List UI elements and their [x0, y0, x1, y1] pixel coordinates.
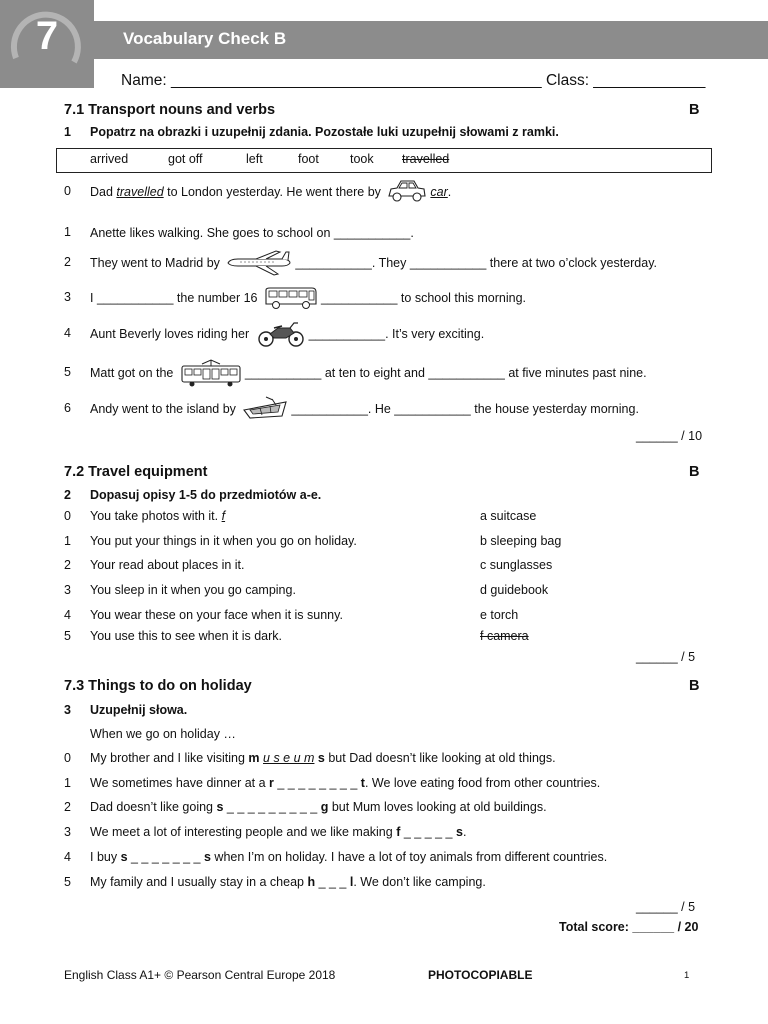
item-text: My family and I usually stay in a cheap [90, 875, 308, 889]
exercise-1-item-5 [64, 358, 647, 388]
example-answer: travelled [116, 185, 164, 199]
plane-icon [226, 249, 292, 277]
first-letter: s [120, 850, 128, 864]
letter-gaps: _ _ _ _ _ _ _ _ _ [223, 800, 321, 814]
item-number: 3 [64, 290, 71, 305]
last-letter: s [203, 850, 211, 864]
version-label: B [689, 678, 700, 694]
item-text: I ___________ the number 16 [90, 291, 258, 305]
letter-gaps: _ _ _ _ _ _ _ [127, 850, 204, 864]
letter-gaps: _ _ _ [315, 875, 350, 889]
exercise-2-item-0 [64, 509, 225, 523]
word-box-item: arrived [90, 152, 129, 166]
unit-number: 7 [35, 14, 59, 58]
exercise-2-instruction [64, 488, 321, 502]
letter-gaps: _ _ _ _ _ [400, 825, 456, 839]
bus-icon [264, 286, 318, 310]
total-score-label: Total score: [559, 920, 633, 934]
item-text: ___________. It’s very exciting. [308, 327, 485, 341]
option-f-used: f camera [480, 629, 529, 643]
item-text: . [447, 185, 452, 199]
instruction-text: Dopasuj opisy 1-5 do przedmiotów a-e. [90, 488, 322, 502]
item-text: You use this to see when it is dark. [90, 629, 283, 643]
item-text: You put your things in it when you go on holiday. [90, 534, 357, 548]
exercise-3-item-3 [64, 825, 466, 839]
section-heading-travel-equipment: 7.2 Travel equipment [64, 464, 208, 480]
item-text: We sometimes have dinner at a [90, 776, 270, 790]
item-number: 2 [64, 800, 71, 814]
first-letter: s [216, 800, 224, 814]
example-picture-answer: car [430, 185, 448, 199]
instruction-text: Uzupełnij słowa. [90, 703, 188, 717]
exercise-3-item-5 [64, 875, 486, 889]
section-heading-things-to-do: 7.3 Things to do on holiday [64, 678, 252, 694]
first-letter: f [396, 825, 401, 839]
word-box-item: foot [298, 152, 319, 166]
exercise-3-instruction [64, 703, 187, 717]
score-section-1: ______ / 10 [636, 429, 703, 443]
item-text: Matt got on the [90, 366, 174, 380]
item-number: 1 [64, 225, 71, 239]
item-text: but Mum loves looking at old buildings. [328, 800, 547, 814]
exercise-1-item-0 [64, 178, 451, 206]
option-e: e torch [480, 608, 519, 622]
exercise-2-item-4 [64, 608, 343, 622]
option-c: c sunglasses [480, 558, 553, 572]
page-number: 1 [684, 970, 690, 981]
exercise-2-item-5 [64, 629, 282, 643]
word-box-item: took [350, 152, 374, 166]
last-letter: t [360, 776, 365, 790]
item-text: but Dad doesn’t like looking at old things. [324, 751, 556, 765]
exercise-1-item-6 [64, 396, 639, 422]
item-text: My brother and I like visiting [90, 751, 249, 765]
exercise-1-item-1 [64, 225, 414, 240]
item-text: I buy [90, 850, 121, 864]
exercise-3-item-2 [64, 800, 547, 814]
exercise-3-item-4 [64, 850, 607, 864]
exercise-3-item-0 [64, 751, 556, 765]
exercise-3-lead: When we go on holiday … [90, 727, 236, 741]
version-label: B [689, 464, 700, 480]
item-text: Your read about places in it. [90, 558, 245, 572]
item-number: 2 [64, 255, 71, 270]
exercise-number: 3 [64, 703, 71, 717]
first-letter: h [307, 875, 316, 889]
item-text: ___________. He ___________ the house yesterday morning. [291, 402, 639, 416]
item-number: 2 [64, 558, 71, 572]
last-letter: l [349, 875, 354, 889]
item-number: 4 [64, 850, 71, 864]
item-text: They went to Madrid by [90, 256, 220, 270]
last-letter: s [455, 825, 463, 839]
section-heading-transport: 7.1 Transport nouns and verbs [64, 102, 276, 118]
score-section-3: ______ / 5 [636, 900, 696, 914]
item-number: 4 [64, 608, 71, 622]
motorbike-icon [256, 320, 306, 348]
example-answer: f [221, 509, 226, 523]
score-section-2: ______ / 5 [636, 650, 696, 664]
example-answer: u s e u m [263, 751, 315, 765]
car-icon [387, 178, 427, 206]
item-number: 0 [64, 751, 71, 765]
exercise-2-item-3 [64, 583, 296, 597]
item-text: You sleep in it when you go camping. [90, 583, 296, 597]
item-number: 6 [64, 401, 71, 416]
item-text: to London yesterday. He went there by [163, 185, 381, 199]
total-score [559, 920, 698, 934]
exercise-2-item-1 [64, 534, 357, 548]
item-text: Dad doesn’t like going [90, 800, 217, 814]
first-letter: r [269, 776, 274, 790]
item-number: 3 [64, 583, 71, 597]
item-number: 1 [64, 776, 71, 790]
option-d: d guidebook [480, 583, 549, 597]
total-score-value: ______ / 20 [632, 920, 699, 934]
version-label: B [689, 102, 700, 118]
instruction-text: Popatrz na obrazki i uzupełnij zdania. Pozostałe luki uzupełnij słowami z ramki. [90, 125, 559, 139]
item-text: Anette likes walking. She goes to school on ___________. [90, 225, 414, 240]
word-box [56, 148, 712, 173]
item-number: 3 [64, 825, 71, 839]
item-number: 5 [64, 365, 71, 380]
item-text: Dad [90, 185, 117, 199]
item-number: 5 [64, 875, 71, 889]
item-text: ___________ to school this morning. [320, 291, 526, 305]
name-class-line: Name: ___________________________________________ Class: _____________ [121, 72, 706, 89]
exercise-1-item-3 [64, 286, 526, 310]
item-text: You wear these on your face when it is sunny. [90, 608, 343, 622]
item-number: 4 [64, 326, 71, 341]
item-text: . [462, 825, 467, 839]
exercise-number: 1 [64, 125, 71, 139]
exercise-1-instruction [64, 125, 559, 139]
item-text: ___________ at ten to eight and ___________ at five minutes past nine. [244, 366, 647, 380]
word-box-item: left [246, 152, 263, 166]
tram-icon [180, 358, 242, 388]
first-letter: m [248, 751, 260, 765]
item-number: 1 [64, 534, 71, 548]
item-number: 0 [64, 184, 71, 199]
exercise-3-item-1 [64, 776, 600, 790]
option-b: b sleeping bag [480, 534, 562, 548]
item-number: 5 [64, 629, 71, 643]
word-box-item-used: travelled [402, 152, 450, 166]
page-title: Vocabulary Check B [123, 29, 287, 48]
item-text: You take photos with it. [90, 509, 219, 523]
title-bar [94, 21, 768, 59]
boat-icon [242, 396, 288, 422]
exercise-2-item-2 [64, 558, 245, 572]
word-box-item: got off [168, 152, 203, 166]
option-a: a suitcase [480, 509, 537, 523]
footer-copyright: English Class A1+ © Pearson Central Europe 2018 [64, 968, 336, 982]
item-text: Aunt Beverly loves riding her [90, 327, 250, 341]
letter-gaps: _ _ _ _ _ _ _ _ [273, 776, 361, 790]
unit-badge [0, 0, 94, 88]
item-text: . We love eating food from other countries. [364, 776, 601, 790]
item-text: when I’m on holiday. I have a lot of toy animals from different countries. [210, 850, 608, 864]
exercise-number: 2 [64, 488, 71, 502]
exercise-1-item-2 [64, 249, 657, 277]
item-text: Andy went to the island by [90, 402, 236, 416]
item-number: 0 [64, 509, 71, 523]
exercise-1-item-4 [64, 320, 484, 348]
last-letter: s [317, 751, 325, 765]
item-text: ___________. They ___________ there at two o’clock yesterday. [295, 256, 658, 270]
last-letter: g [320, 800, 329, 814]
item-text: We meet a lot of interesting people and we like making [90, 825, 397, 839]
item-text: . We don’t like camping. [353, 875, 486, 889]
footer-photocopiable: PHOTOCOPIABLE [428, 968, 533, 982]
